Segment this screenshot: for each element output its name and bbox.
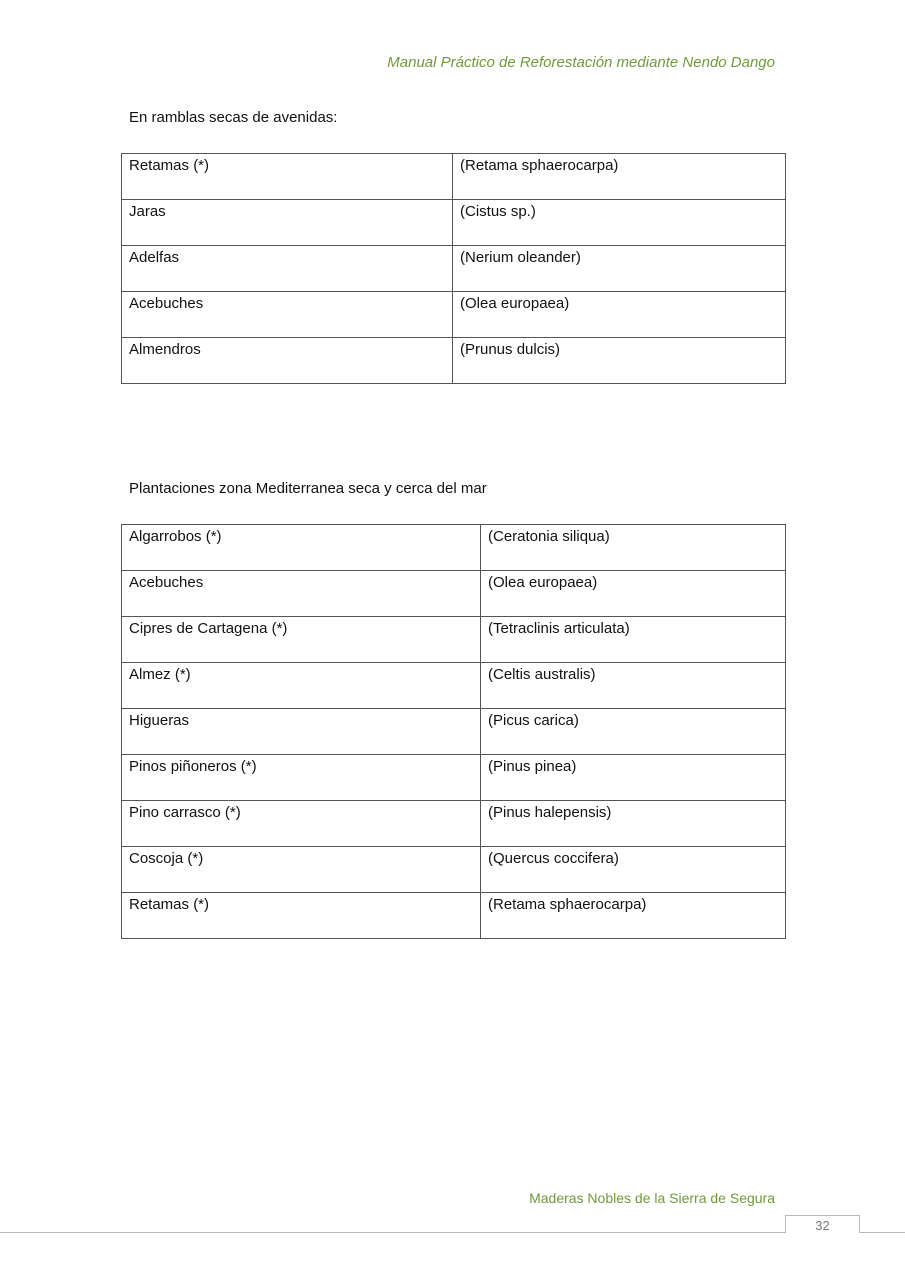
scientific-name-cell: (Retama sphaerocarpa) — [453, 154, 786, 200]
scientific-name-cell: (Pinus pinea) — [481, 755, 786, 801]
scientific-name-cell: (Picus carica) — [481, 709, 786, 755]
scientific-name-cell: (Tetraclinis articulata) — [481, 617, 786, 663]
scientific-name-cell: (Cistus sp.) — [453, 200, 786, 246]
table-row — [122, 571, 786, 617]
scientific-name-cell: (Olea europaea) — [481, 571, 786, 617]
page-number: 32 — [785, 1215, 860, 1233]
scientific-name-cell: (Prunus dulcis) — [453, 338, 786, 384]
table-row — [122, 663, 786, 709]
common-name-cell: Acebuches — [122, 571, 481, 617]
common-name-cell: Retamas (*) — [122, 154, 453, 200]
table-row — [122, 755, 786, 801]
species-table-mediterranea — [121, 524, 786, 939]
common-name-cell: Adelfas — [122, 246, 453, 292]
table-row — [122, 847, 786, 893]
footer-text: Maderas Nobles de la Sierra de Segura — [529, 1190, 775, 1206]
common-name-cell: Cipres de Cartagena (*) — [122, 617, 481, 663]
section-title-mediterranea: Plantaciones zona Mediterranea seca y cerca del mar — [129, 480, 487, 497]
table-row — [122, 338, 786, 384]
table-row — [122, 617, 786, 663]
scientific-name-cell: (Retama sphaerocarpa) — [481, 893, 786, 939]
scientific-name-cell: (Quercus coccifera) — [481, 847, 786, 893]
common-name-cell: Jaras — [122, 200, 453, 246]
common-name-cell: Acebuches — [122, 292, 453, 338]
common-name-cell: Algarrobos (*) — [122, 525, 481, 571]
table-row — [122, 292, 786, 338]
common-name-cell: Pino carrasco (*) — [122, 801, 481, 847]
scientific-name-cell: (Pinus halepensis) — [481, 801, 786, 847]
common-name-cell: Pinos piñoneros (*) — [122, 755, 481, 801]
scientific-name-cell: (Celtis australis) — [481, 663, 786, 709]
table-row — [122, 200, 786, 246]
common-name-cell: Higueras — [122, 709, 481, 755]
species-table-ramblas — [121, 153, 786, 384]
common-name-cell: Coscoja (*) — [122, 847, 481, 893]
table-row — [122, 154, 786, 200]
page-header-title: Manual Práctico de Reforestación mediante Nendo Dango — [387, 54, 775, 71]
scientific-name-cell: (Ceratonia siliqua) — [481, 525, 786, 571]
common-name-cell: Retamas (*) — [122, 893, 481, 939]
common-name-cell: Almez (*) — [122, 663, 481, 709]
table-row — [122, 709, 786, 755]
common-name-cell: Almendros — [122, 338, 453, 384]
table-row — [122, 801, 786, 847]
table-row — [122, 246, 786, 292]
footer-divider — [0, 1232, 905, 1233]
section-title-ramblas: En ramblas secas de avenidas: — [129, 109, 338, 126]
scientific-name-cell: (Nerium oleander) — [453, 246, 786, 292]
scientific-name-cell: (Olea europaea) — [453, 292, 786, 338]
table-row — [122, 893, 786, 939]
table-row — [122, 525, 786, 571]
